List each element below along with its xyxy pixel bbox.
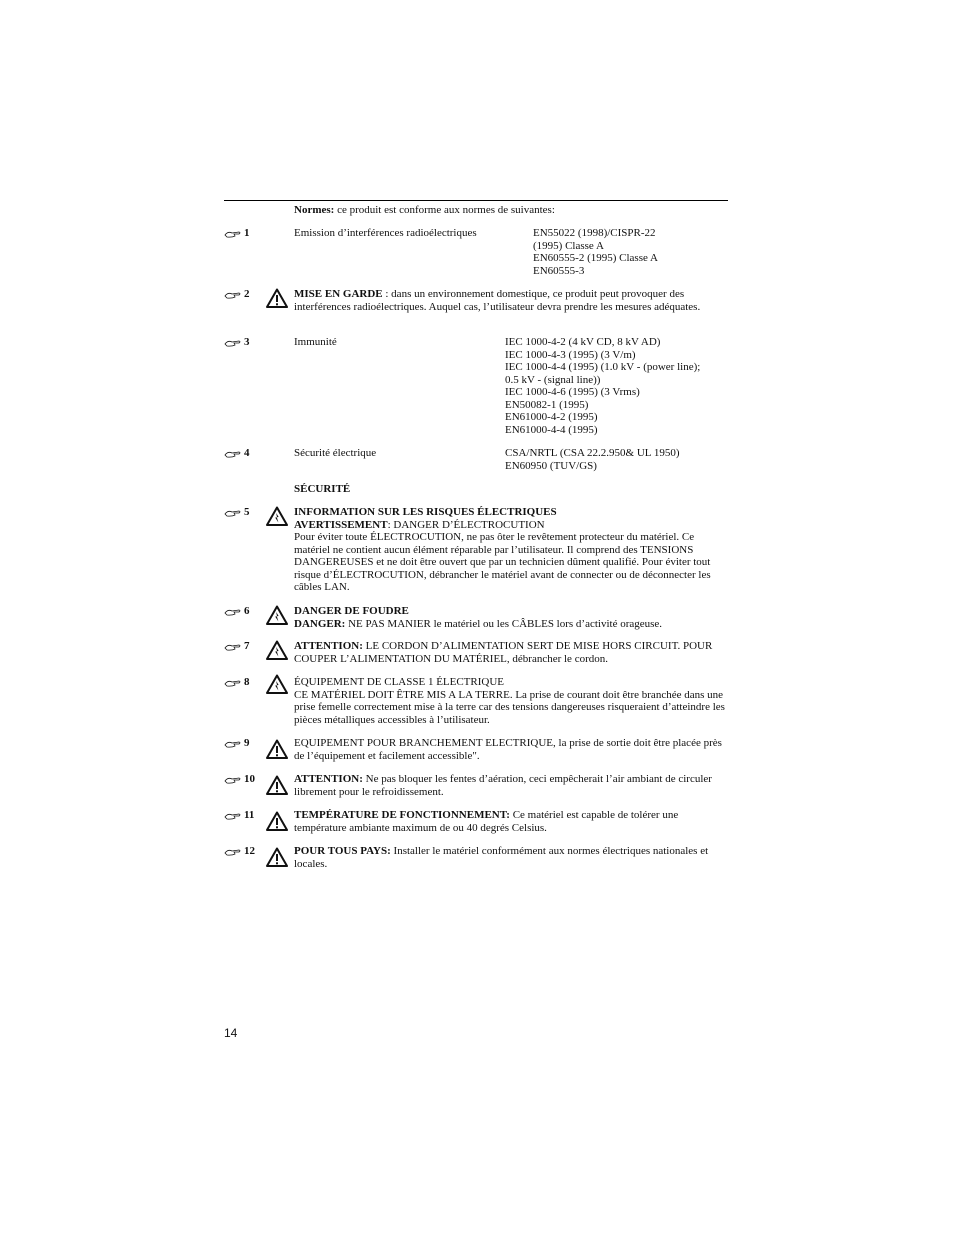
item-marker-12 (224, 845, 255, 858)
value-line: IEC 1000-4-3 (1995) (3 V/m) (505, 348, 636, 361)
pointing-hand-icon (224, 811, 242, 820)
item-title: ÉQUIPEMENT DE CLASSE 1 ÉLECTRIQUE (294, 676, 505, 688)
item-number: 8 (244, 676, 250, 688)
item-text (294, 288, 728, 313)
item-text: EQUIPEMENT POUR BRANCHEMENT ELECTRIQUE, la prise de sortie doit être placée près de l’équipement et facilement accessible". (294, 737, 722, 762)
item-marker-9 (224, 737, 250, 750)
intro-bold: Normes: (294, 204, 335, 216)
value-line: EN60950 (TUV/GS) (505, 459, 597, 472)
item-number: 4 (244, 447, 250, 459)
item-bold: TEMPÉRATURE DE FONCTIONNEMENT: (294, 809, 510, 821)
warning-icon (266, 847, 288, 867)
item-marker-5 (224, 506, 250, 519)
item-body: LE CORDON D’ALIMENTATION SERT DE MISE HORS CIRCUIT. POUR COUPER L’ALIMENTATION DU MATÉRIEL, débrancher le cordon. (294, 640, 713, 665)
warning-icon (266, 288, 288, 308)
electric-shock-warning-icon (266, 605, 288, 625)
item-body: Pour éviter toute ÉLECTROCUTION, ne pas ôter le revêtement protecteur du matériel. Ce matériel ne contient aucun élément réparable par l’utilisateur. Il comprend des TENSIONS DANGEREUSES et ne doit être ouvert que par un technicien dûment qualifié. Pour éviter tout risque d’ÉLECTROCUTION, débrancher le matériel avant de connecter ou de déconnecter les câbles LAN. (294, 531, 711, 593)
item-marker-4 (224, 447, 250, 460)
section-heading: SÉCURITÉ (294, 483, 351, 495)
pointing-hand-icon (224, 449, 242, 458)
item-label: Immunité (294, 336, 337, 348)
pointing-hand-icon (224, 229, 242, 238)
item-number: 11 (244, 809, 255, 821)
item-body: CE MATÉRIEL DOIT ÊTRE MIS A LA TERRE. La prise de courant doit être branchée dans une prise femelle correctement mise à la terre car des tensions dangereuses risqueraient d’atteindre les pièces métalliques accessibles à l’utilisateur. (294, 688, 725, 726)
value-line: IEC 1000-4-6 (1995) (3 Vrms) (505, 386, 640, 398)
item-number: 12 (244, 845, 255, 857)
warning-icon (266, 739, 288, 759)
value-line: EN61000-4-2 (1995) (505, 411, 598, 423)
item-bold: MISE EN GARDE (294, 288, 383, 300)
electric-shock-warning-icon (266, 640, 288, 660)
pointing-hand-icon (224, 775, 242, 784)
item-label: Emission d’interférences radioélectriques (294, 227, 477, 239)
item-body: NE PAS MANIER le matériel ou les CÂBLES lors d’activité orageuse. (345, 617, 663, 630)
pointing-hand-icon (224, 739, 242, 748)
item-text (294, 845, 728, 870)
item-number: 5 (244, 506, 250, 518)
item-body: Installer le matériel conformément aux normes électriques nationales et locales. (294, 845, 709, 870)
pointing-hand-icon (224, 290, 242, 299)
value-line: EN60555-3 (533, 264, 585, 277)
header-rule (224, 200, 728, 201)
item-title: DANGER DE FOUDRE (294, 605, 409, 617)
value-line: IEC 1000-4-4 (1995) (1.0 kV - (power line); (505, 361, 701, 373)
item-values (505, 447, 735, 472)
item-text (294, 773, 728, 798)
item-number: 10 (244, 773, 255, 785)
item-values (505, 336, 735, 436)
pointing-hand-icon (224, 847, 242, 856)
item-marker-1 (224, 227, 250, 240)
item-text (294, 809, 728, 834)
electric-shock-warning-icon (266, 674, 288, 694)
item-marker-11 (224, 809, 254, 822)
pointing-hand-icon (224, 642, 242, 651)
electric-shock-warning-icon (266, 506, 288, 526)
item-bold: ATTENTION: (294, 640, 363, 652)
value-line: IEC 1000-4-2 (4 kV CD, 8 kV AD) (505, 336, 661, 348)
item-text (294, 676, 728, 726)
item-number: 6 (244, 605, 250, 617)
warning-icon (266, 775, 288, 795)
item-marker-6 (224, 605, 250, 618)
item-marker-2 (224, 288, 250, 301)
item-title: INFORMATION SUR LES RISQUES ÉLECTRIQUES (294, 506, 557, 518)
value-line: EN50082-1 (1995) (505, 398, 589, 411)
intro-paragraph (294, 204, 728, 217)
item-number: 9 (244, 737, 250, 749)
value-line: (1995) Classe A (533, 239, 604, 252)
item-number: 3 (244, 336, 250, 348)
intro-text: ce produit est conforme aux normes de suivantes: (334, 204, 555, 216)
pointing-hand-icon (224, 607, 242, 616)
value-line: EN61000-4-4 (1995) (505, 423, 598, 436)
item-bold: DANGER: (294, 617, 346, 630)
value-line: EN55022 (1998)/CISPR-22 (533, 227, 656, 239)
value-line: CSA/NRTL (CSA 22.2.950& UL 1950) (505, 447, 680, 459)
item-number: 1 (244, 227, 250, 239)
item-number: 7 (244, 640, 250, 652)
item-text (294, 605, 728, 630)
item-body: Ne pas bloquer les fentes d’aération, ceci empêcherait l’air ambiant de circuler librement pour le refroidissement. (294, 773, 712, 798)
item-label: Sécurité électrique (294, 447, 377, 459)
item-marker-3 (224, 336, 250, 349)
item-number: 2 (244, 288, 250, 300)
item-body: : dans un environnement domestique, ce produit peut provoquer des interférences radioélectriques. Auquel cas, l’utilisateur devra prendre les mesures adéquates. (294, 288, 701, 313)
item-text (294, 506, 728, 594)
item-marker-10 (224, 773, 255, 786)
pointing-hand-icon (224, 338, 242, 347)
item-text (294, 640, 728, 665)
item-line: : DANGER D’ÉLECTROCUTION (387, 518, 545, 531)
item-marker-7 (224, 640, 250, 653)
item-bold: AVERTISSEMENT (294, 518, 388, 531)
item-marker-8 (224, 676, 250, 689)
pointing-hand-icon (224, 678, 242, 687)
warning-icon (266, 811, 288, 831)
item-bold: POUR TOUS PAYS: (294, 845, 391, 857)
item-values (533, 227, 763, 277)
item-bold: ATTENTION: (294, 773, 363, 785)
pointing-hand-icon (224, 508, 242, 517)
item-body: Ce matériel est capable de tolérer une température ambiante maximum de ou 40 degrés Celsius. (294, 809, 679, 834)
value-line: EN60555-2 (1995) Classe A (533, 252, 658, 264)
page-number: 14 (224, 1026, 238, 1040)
value-line: 0.5 kV - (signal line)) (505, 373, 601, 386)
